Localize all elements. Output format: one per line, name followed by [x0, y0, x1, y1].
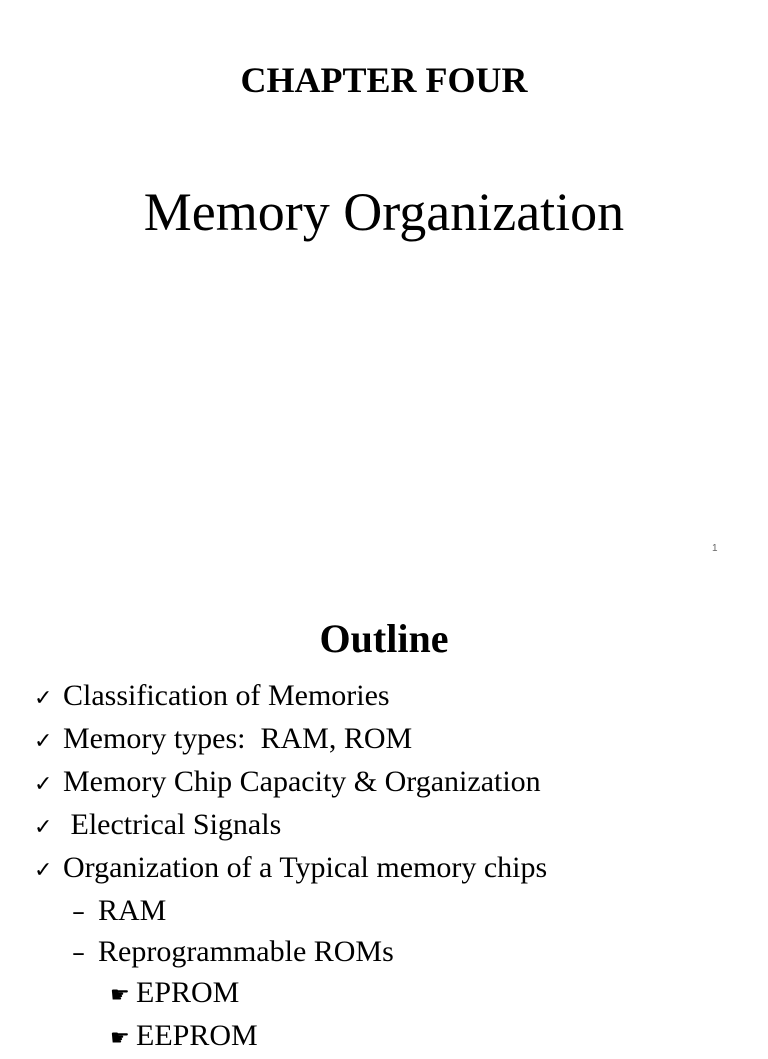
list-item: [34, 762, 547, 805]
sub-list-item: [34, 891, 547, 932]
list-item: [34, 676, 547, 719]
sub-sub-list-item: [34, 973, 547, 1016]
sub-list-item-text: Reprogrammable ROMs: [98, 935, 394, 968]
sub-sub-list-item-text: EEPROM: [136, 1019, 258, 1052]
slide-title: Memory Organization: [143, 182, 625, 242]
list-item-text: Classification of Memories: [63, 679, 390, 712]
pointing-hand-icon: ☛: [110, 983, 130, 1008]
sub-sub-list-item: [34, 1016, 547, 1059]
check-icon: ✓: [34, 772, 53, 797]
list-item: [34, 719, 547, 762]
list-item-text: Memory types: RAM, ROM: [63, 722, 413, 755]
chapter-label: CHAPTER FOUR: [240, 60, 528, 100]
check-icon: ✓: [34, 686, 53, 711]
dash-icon: –: [72, 938, 85, 968]
check-icon: ✓: [34, 729, 53, 754]
check-icon: ✓: [34, 858, 53, 883]
sub-list-item: [34, 932, 547, 973]
list-item: [34, 848, 547, 891]
dash-icon: –: [72, 897, 85, 927]
outline-heading: Outline: [319, 616, 449, 661]
pointing-hand-icon: ☛: [110, 1026, 130, 1051]
list-item-text: Electrical Signals: [63, 808, 282, 841]
sub-sub-list-item-text: EPROM: [136, 976, 240, 1009]
outline-list: [34, 676, 547, 1059]
outline-slide: [0, 576, 768, 1052]
list-item: [34, 805, 547, 848]
page-number: 1: [712, 543, 718, 554]
list-item-text: Organization of a Typical memory chips: [63, 851, 548, 884]
sub-list-item-text: RAM: [98, 894, 167, 927]
check-icon: ✓: [34, 815, 53, 840]
list-item-text: Memory Chip Capacity & Organization: [63, 765, 541, 798]
